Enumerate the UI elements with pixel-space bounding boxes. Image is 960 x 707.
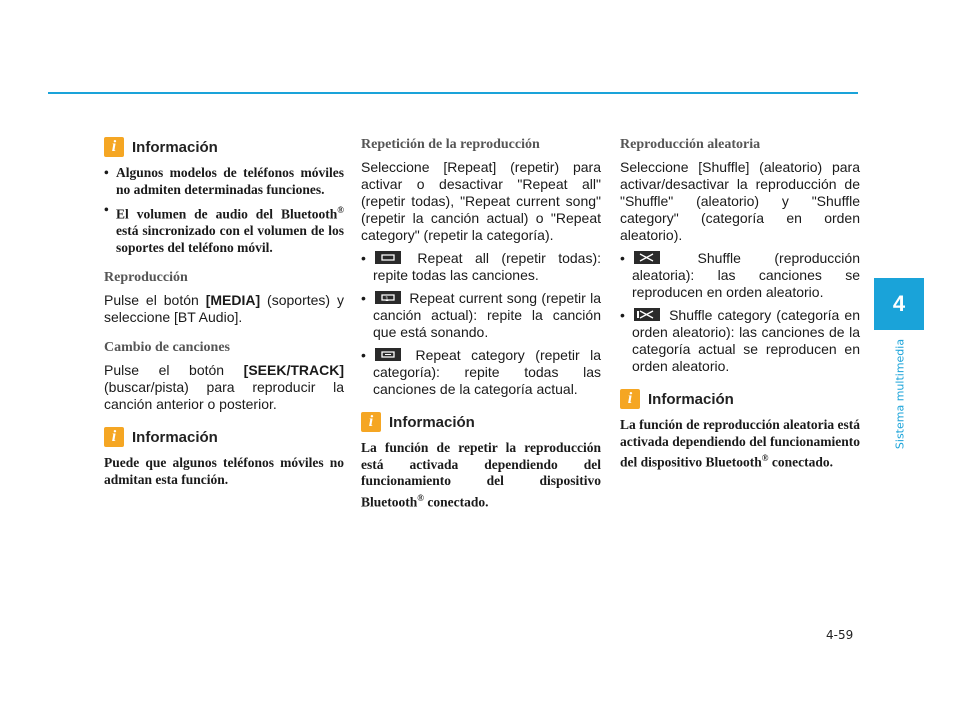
info-bullet-text: El volumen de audio del Bluetooth	[116, 206, 338, 222]
info-icon: i	[104, 137, 124, 157]
shuffle-options-list	[620, 250, 860, 375]
list-item	[361, 290, 601, 341]
info-text: Puede que algunos teléfonos móviles no admitan esta función.	[104, 455, 344, 487]
info-icon: i	[620, 389, 640, 409]
chapter-side-label	[880, 334, 920, 454]
info-title: Información	[132, 138, 218, 156]
shuffle-icon	[634, 251, 660, 264]
list-item-text: Repeat current song (repetir la canción actual): repite la canción que está sonando.	[373, 290, 601, 340]
list-item	[361, 250, 601, 284]
info-block	[104, 427, 344, 488]
section-title-reproduccion: Reproducción	[104, 270, 188, 285]
section-body-reproduccion	[104, 292, 344, 326]
body-text: (soportes) y seleccione [BT Audio].	[104, 292, 344, 325]
info-bullet	[104, 202, 344, 256]
registered-mark: ®	[417, 492, 424, 503]
list-item	[361, 347, 601, 398]
column-2	[361, 137, 601, 511]
info-text-part: conectado.	[768, 454, 834, 470]
info-header	[620, 389, 860, 409]
chapter-label: Sistema multimedia	[893, 338, 907, 450]
list-item-text: Shuffle category (categoría en orden aleatorio): las canciones de la categoría actual se reproducen en orden aleatorio.	[632, 307, 860, 374]
info-text-part: La función de repetir la reproducción está activada dependiendo del funcionamiento del dispositivo Bluetooth	[361, 440, 601, 509]
top-rule	[48, 92, 858, 94]
body-text: Pulse el botón	[104, 292, 206, 308]
section-body-cambio	[104, 362, 344, 413]
section-intro: Seleccione [Shuffle] (aleatorio) para activar/desactivar la reproducción de "Shuffle" (aleatorio) y "Shuffle category" (categoría en orden aleatorio).	[620, 159, 860, 243]
section-title-aleatoria: Reproducción aleatoria	[620, 137, 761, 152]
info-header	[104, 427, 344, 447]
info-text-part: conectado.	[424, 494, 489, 509]
list-item	[620, 250, 860, 301]
info-header	[361, 412, 601, 432]
repeat-current-song-icon	[375, 291, 401, 304]
column-3	[620, 137, 860, 471]
repeat-category-icon	[375, 348, 401, 361]
info-title: Información	[132, 428, 218, 446]
info-bullet	[104, 165, 344, 198]
info-header	[104, 137, 344, 157]
body-text: (buscar/pista) para reproducir la canción anterior o posterior.	[104, 379, 344, 412]
info-icon: i	[361, 412, 381, 432]
section-intro: Seleccione [Repeat] (repetir) para activar o desactivar "Repeat all" (repetir todas), "Repeat current song" (repetir la canción actual) o "Repeat category" (repetir la categoría).	[361, 159, 601, 243]
media-key-label: [MEDIA]	[205, 292, 261, 308]
shuffle-category-icon	[634, 308, 660, 321]
info-block	[620, 389, 860, 471]
page-number: 4-59	[826, 628, 854, 642]
info-bullets	[104, 165, 344, 256]
repeat-options-list	[361, 250, 601, 398]
info-bullet-text: está sincronizado con el volumen de los soportes del teléfono móvil.	[116, 223, 344, 255]
list-item-text: Repeat all (repetir todas): repite todas las canciones.	[373, 250, 601, 283]
seek-track-key-label: [SEEK/TRACK]	[243, 362, 344, 378]
column-1	[104, 137, 344, 488]
list-item-text: Repeat category (repetir la categoría): repite todas las canciones de la categoría actual.	[373, 347, 601, 397]
section-title-repeticion: Repetición de la reproducción	[361, 137, 540, 152]
registered-mark: ®	[761, 453, 769, 463]
svg-text:1: • 1	[385, 296, 389, 303]
section-title-cambio: Cambio de canciones	[104, 340, 230, 355]
list-item	[620, 307, 860, 375]
list-item-text: Shuffle (reproducción aleatoria): las canciones se reproducen en orden aleatorio.	[632, 250, 860, 300]
info-icon: i	[104, 427, 124, 447]
info-text	[620, 417, 860, 471]
chapter-tab: 4	[874, 278, 924, 330]
body-text: Pulse el botón	[104, 362, 244, 378]
registered-mark: ®	[337, 205, 344, 215]
info-text	[361, 440, 601, 511]
info-bullet-text: Algunos modelos de teléfonos móviles no admiten determinadas funciones.	[116, 165, 344, 197]
info-block	[361, 412, 601, 511]
repeat-all-icon	[375, 251, 401, 264]
info-title: Información	[648, 390, 734, 408]
info-text-part: La función de reproducción aleatoria está activada dependiendo del funcionamiento del dispositivo Bluetooth	[620, 417, 860, 470]
info-title: Información	[389, 413, 475, 431]
